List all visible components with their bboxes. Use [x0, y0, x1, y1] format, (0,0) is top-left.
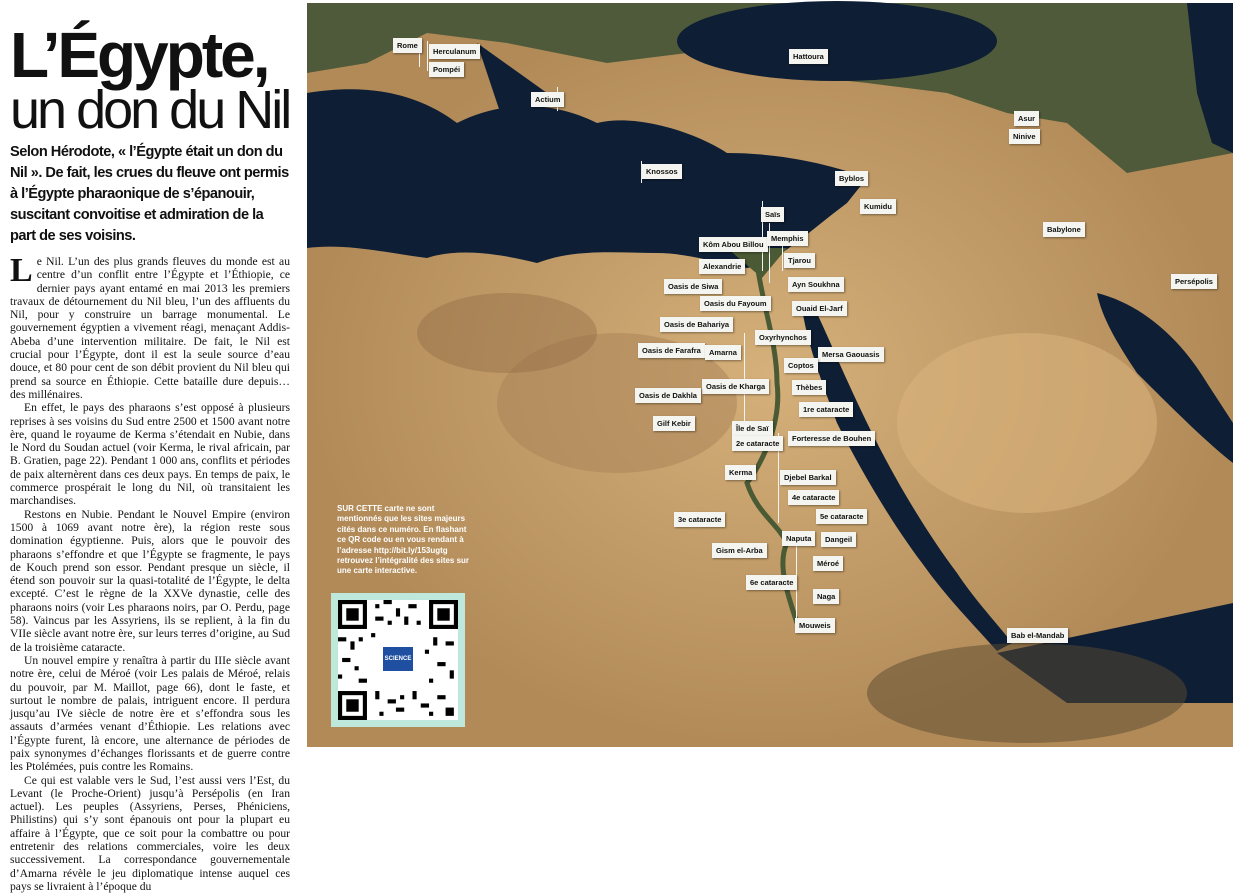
site-label-amarna: Amarna: [705, 345, 741, 360]
site-label-ile-de-sai: Île de Saï: [732, 421, 773, 436]
site-label-tjarou: Tjarou: [784, 253, 815, 268]
site-label-herculanum: Herculanum: [429, 44, 480, 59]
paragraph: Ce qui est valable vers le Sud, l’est aussi vers l’Est, du Levant (le Proche-Orient) jusqu’à Persépolis (en Iran actuel). Les peuples (Assyriens, Perses, Phéniciens, Philistins) qui s’y sont épanouis ont pour la plupart eu affaire à l’Égypte, que ce soit pour la combattre ou pour entretenir des relations commerciales, voire les deux successivement. La correspondance gouvernementale d’Amarna révèle le jeu diplomatique intense auquel ces pays se livraient à l’époque du: [10, 773, 290, 893]
article-title-line2: un don du Nil: [10, 80, 290, 140]
site-label-oxyrhynchos: Oxyrhynchos: [755, 330, 811, 345]
site-label-cataracte-5: 5e cataracte: [816, 509, 867, 524]
site-label-alexandrie: Alexandrie: [699, 259, 745, 274]
paragraph: Restons en Nubie. Pendant le Nouvel Empire (environ 1500 à 1069 avant notre ère), la région reste sous domination égyptienne. Puis, alors que le pouvoir des pharaons s’effondre et que l’Égypte se fragmente, le pays de Kouch prend son essor. Pendant presque un siècle, il étend son pouvoir sur la quasi-totalité de l’Égypte, le delta excepté. C’est le règne de la XXVe dynastie, celle des pharaons noirs (voir Les pharaons noirs, par O. Perdu, page 58). Vaincus par les Assyriens, ils se replient, à la fin du VIIe siècle avant notre ère, sur leurs terres d’origine, au Sud de la troisième cataracte.: [10, 507, 290, 654]
site-label-persepolis: Persépolis: [1171, 274, 1217, 289]
site-label-babylone: Babylone: [1043, 222, 1085, 237]
site-label-asur: Asur: [1014, 111, 1039, 126]
site-label-mouweis: Mouweis: [795, 618, 835, 633]
site-label-oasis-siwa: Oasis de Siwa: [664, 279, 722, 294]
site-label-sais: Saïs: [761, 207, 784, 222]
site-label-ninive: Ninive: [1009, 129, 1040, 144]
site-label-thebes: Thèbes: [792, 380, 826, 395]
pin: [782, 243, 783, 271]
site-label-oasis-dakhla: Oasis de Dakhla: [635, 388, 701, 403]
paragraph: Le Nil. L’un des plus grands fleuves du monde est au centre d’un conflit entre l’Égypte et l’Éthiopie, ce dernier pays ayant entamé en mai 2013 les premiers travaux de détournement du Nil bleu, l’un des affluents du Nil, pour y construire un barrage monumental. Le gouvernement égyptien a vivement réagi, menaçant Addis-Abeba d’une intervention militaire. De fait, le Nil est crucial pour l’Égypte, dont il est la seule source d’eau douce, et 80 pour cent de son débit provient du Nil bleu qui prend sa source en Éthiopie. Cette bataille dure depuis… des millénaires.: [10, 252, 290, 401]
site-label-hattoura: Hattoura: [789, 49, 828, 64]
paragraph: En effet, le pays des pharaons s’est opposé à plusieurs reprises à ses voisins du Sud entre 2500 et 1500 avant notre ère, quand le royaume de Kerma s’étendait en Nubie, dans le Nord du Soudan actuel (voir Kerma, le rival africain, par B. Gratien, page 22). Pendant 1 000 ans, conflits et périodes de paix alternèrent dans ces deux pays. En temps de paix, le commerce prospérait le long du Nil, où transitaient les marchandises.: [10, 401, 290, 508]
article-body: [10, 252, 290, 893]
site-label-dangeil: Dangeil: [821, 532, 856, 547]
site-label-oasis-farafra: Oasis de Farafra: [638, 343, 705, 358]
site-label-gism-el-arba: Gism el-Arba: [712, 543, 767, 558]
site-label-cataracte-6: 6e cataracte: [746, 575, 797, 590]
site-label-djebel-barkal: Djebel Barkal: [780, 470, 836, 485]
site-label-ouaid-el-jarf: Ouaid El-Jarf: [792, 301, 847, 316]
site-label-actium: Actium: [531, 92, 564, 107]
site-label-ayn-soukhna: Ayn Soukhna: [788, 277, 844, 292]
article-column: [10, 0, 290, 893]
site-label-kom-abou-billou: Kôm Abou Billou: [699, 237, 768, 252]
site-label-cataracte-3: 3e cataracte: [674, 512, 725, 527]
site-label-naga: Naga: [813, 589, 839, 604]
site-label-naputa: Naputa: [782, 531, 815, 546]
site-label-kumidu: Kumidu: [860, 199, 896, 214]
site-label-cataracte-4: 4e cataracte: [788, 490, 839, 505]
site-label-kerma: Kerma: [725, 465, 756, 480]
site-label-cataracte-2: 2e cataracte: [732, 436, 783, 451]
site-label-oasis-bahariya: Oasis de Bahariya: [660, 317, 733, 332]
site-label-cataracte-1: 1re cataracte: [799, 402, 853, 417]
site-label-oasis-kharga: Oasis de Kharga: [702, 379, 769, 394]
site-label-bab-el-mandab: Bab el-Mandab: [1007, 628, 1068, 643]
site-label-gilf-kebir: Gilf Kebir: [653, 416, 695, 431]
site-label-rome: Rome: [393, 38, 422, 53]
article-lead: Selon Hérodote, « l’Égypte était un don du Nil ». De fait, les crues du fleuve ont permis à l’Égypte pharaonique de s’épanouir, suscitant convoitise et admiration de la part de ses voisins.: [10, 144, 289, 244]
site-label-coptos: Coptos: [784, 358, 818, 373]
article-title: L’Égypte,: [10, 19, 268, 91]
qr-badge: SCIENCE: [381, 645, 415, 673]
qr-code[interactable]: [331, 593, 465, 727]
pin: [427, 41, 428, 71]
site-label-memphis: Memphis: [767, 231, 808, 246]
site-label-pompei: Pompéi: [429, 62, 464, 77]
site-label-oasis-fayoum: Oasis du Fayoum: [700, 296, 771, 311]
site-label-knossos: Knossos: [642, 164, 682, 179]
site-label-forteresse-bouhen: Forteresse de Bouhen: [788, 431, 875, 446]
site-label-meroe: Méroé: [813, 556, 843, 571]
paragraph: Un nouvel empire y renaîtra à partir du IIIe siècle avant notre ère, celui de Méroé (voir Les palais de Méroé, relais du pouvoir, par M. Maillot, page 66), dont le faste, et surtout le nombre de palais, intriguent encore. Il perdura jusqu’au IVe siècle de notre ère et s’effondra sous les assauts d’armées venant d’Éthiopie. Les relations avec l’Égypte furent, là encore, une alternance de périodes de paix synonymes d’échanges florissants et de guerre contre les Ptolémées, puis contre les Romains.: [10, 653, 290, 774]
drop-cap: L: [10, 252, 33, 289]
site-label-mersa-gaouasis: Mersa Gaouasis: [818, 347, 884, 362]
map-note: SUR CETTE carte ne sont mentionnés que les sites majeurs cités dans ce numéro. En flashant ce QR code ou en vous rendant à l’adresse http://bit.ly/153ugtg retrouvez l’intégralité des sites sur une carte interactive.: [337, 504, 470, 576]
site-label-byblos: Byblos: [835, 171, 868, 186]
